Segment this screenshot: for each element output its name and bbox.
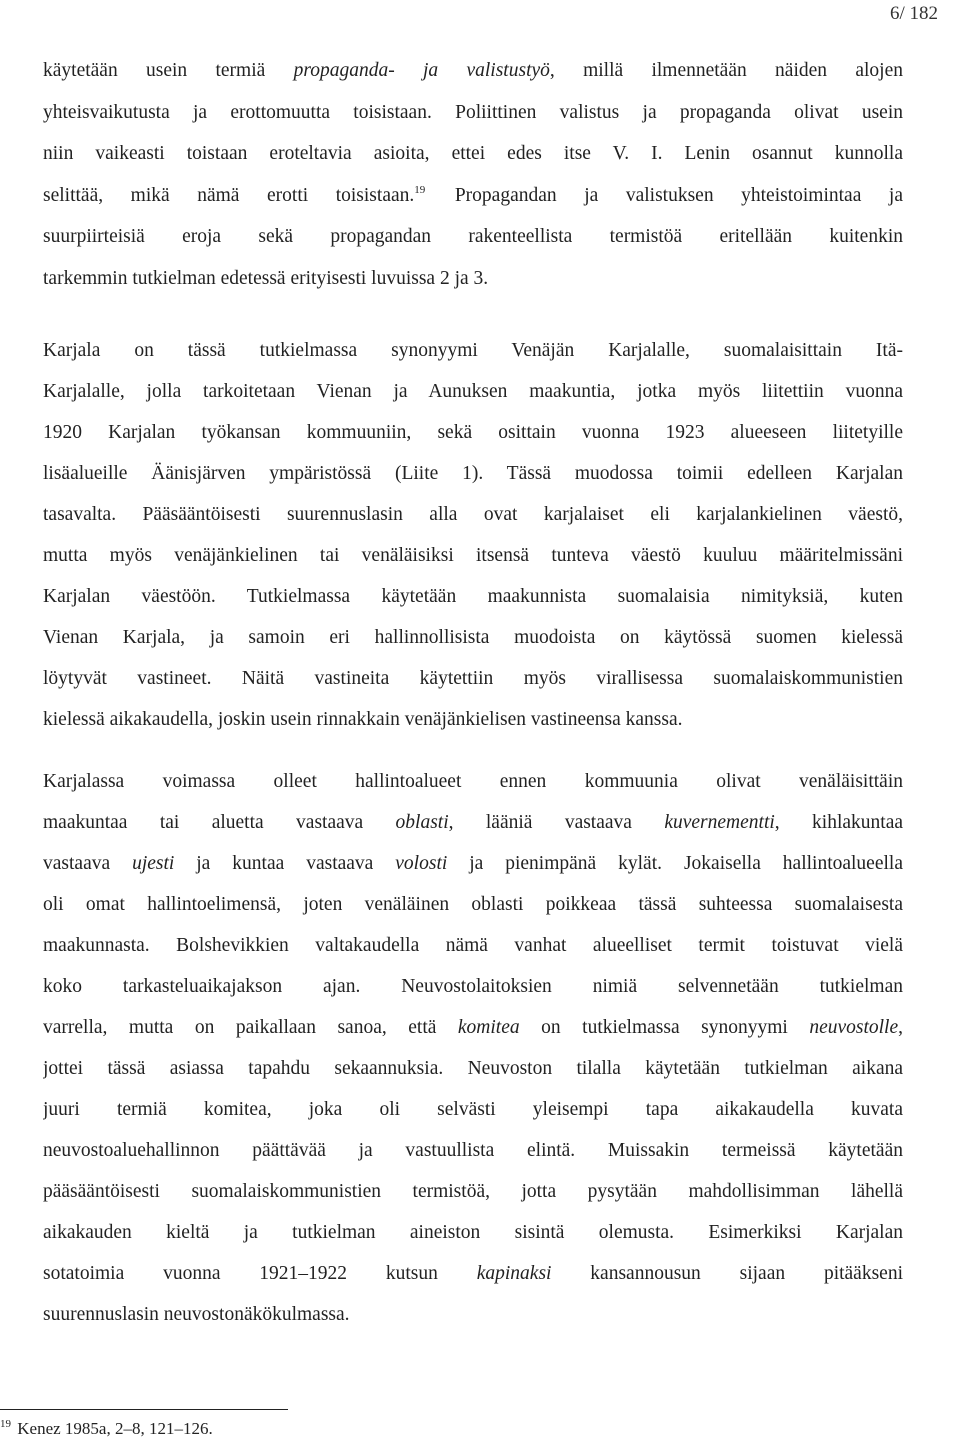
text-line: neuvostoaluehallinnon päättävää ja vastuullista elintä. Muissakin termeissä käytetään <box>43 1140 903 1161</box>
text-line: koko tarkasteluaikajakson ajan. Neuvostolaitoksien nimiä selvennetään tutkielman <box>43 976 903 997</box>
text-line: niin vaikeasti toistaan eroteltavia asioita, ettei edes itse V. I. Lenin osannut kunnolla <box>43 143 903 164</box>
text-line: yhteisvaikutusta ja erottomuutta toisistaan. Poliittinen valistus ja propaganda olivat usein <box>43 101 903 123</box>
footnote-number: 19 <box>0 1418 11 1430</box>
text-line: tasavalta. Pääsääntöisesti suurennuslasin alla ovat karjalaiset eli karjalankielinen väestö, <box>43 504 903 525</box>
footnote-text: Kenez 1985a, 2–8, 121–126. <box>13 1419 213 1438</box>
text-line: selittää, mikä nämä erotti toisistaan.$^{19}$ Propagandan ja valistuksen yhteistoimintaa ja <box>43 183 903 206</box>
paragraph-2 <box>43 330 903 740</box>
paragraph-1 <box>43 50 903 299</box>
text-line: löytyvät vastineet. Näitä vastineita käytettiin myös virallisessa suomalaiskommunistien <box>43 668 903 689</box>
text-line: Karjalalle, jolla tarkoitetaan Vienan ja Aunuksen maakuntia, jotka myös liitettiin vuonna <box>43 381 903 402</box>
text-line: maakuntaa tai aluetta vastaava oblasti, lääniä vastaava kuvernementti, kihlakuntaa <box>43 812 903 833</box>
text-line: Karjalassa voimassa olleet hallintoalueet ennen kommuunia olivat venäläisittäin <box>43 771 903 792</box>
footnote-reference: 19 <box>414 183 426 196</box>
text-line: tarkemmin tutkielman edetessä erityisesti luvuissa 2 ja 3. <box>43 267 489 289</box>
text-line: suurennuslasin neuvostonäkökulmassa. <box>43 1304 350 1325</box>
text-line: juuri termiä komitea, joka oli selvästi yleisempi tapa aikakaudella kuvata <box>43 1099 903 1120</box>
text-line: aikakauden kieltä ja tutkielman aineiston sisintä olemusta. Esimerkiksi Karjalan <box>43 1222 903 1243</box>
text-line: mutta myös venäjänkielinen tai venäläisiksi itsensä tunteva väestö kuuluu määritelmissäni <box>43 545 903 566</box>
text-line: Vienan Karjala, ja samoin eri hallinnollisista muodoista on käytössä suomen kielessä <box>43 627 903 648</box>
text-line: lisäalueille Äänisjärven ympäristössä (Liite 1). Tässä muodossa toimii edelleen Karjalan <box>43 463 903 484</box>
text-line: vastaava ujesti ja kuntaa vastaava volosti ja pienimpänä kylät. Jokaisella hallintoalueella <box>43 853 903 874</box>
page-number: 6/ 182 <box>889 3 938 24</box>
text-line: Karjala on tässä tutkielmassa synonyymi Venäjän Karjalalle, suomalaisittain Itä- <box>43 340 903 361</box>
footnote <box>0 1418 213 1440</box>
text-line: pääsääntöisesti suomalaiskommunistien termistöä, jotta pysytään mahdollisimman lähellä <box>43 1181 903 1202</box>
text-line: käytetään usein termiä propaganda- ja valistustyö, millä ilmennetään näiden alojen <box>43 60 903 81</box>
text-line: kielessä aikakaudella, joskin usein rinnakkain venäjänkielisen vastineensa kanssa. <box>43 709 683 730</box>
text-line: sotatoimia vuonna 1921–1922 kutsun kapinaksi kansannousun sijaan pitääkseni <box>43 1263 903 1284</box>
text-line: maakunnasta. Bolshevikkien valtakaudella nämä vanhat alueelliset termit toistuvat vielä <box>43 935 903 956</box>
text-line: suurpiirteisiä eroja sekä propagandan rakenteellista termistöä eritellään kuitenkin <box>43 226 903 247</box>
text-line: varrella, mutta on paikallaan sanoa, että komitea on tutkielmassa synonyymi neuvostolle, <box>43 1017 903 1038</box>
text-line: 1920 Karjalan työkansan kommuuniin, sekä osittain vuonna 1923 alueeseen liitetyille <box>43 422 903 443</box>
text-line: jottei tässä asiassa tapahdu sekaannuksia. Neuvoston tilalla käytetään tutkielman aikana <box>43 1058 903 1079</box>
text-line: oli omat hallintoelimensä, joten venäläinen oblasti poikkeaa tässä suhteessa suomalaisesta <box>43 894 903 915</box>
paragraph-3 <box>43 761 903 1335</box>
footnote-separator <box>0 1409 288 1410</box>
text-line: Karjalan väestöön. Tutkielmassa käytetään maakunnista suomalaisia nimityksiä, kuten <box>43 586 903 607</box>
